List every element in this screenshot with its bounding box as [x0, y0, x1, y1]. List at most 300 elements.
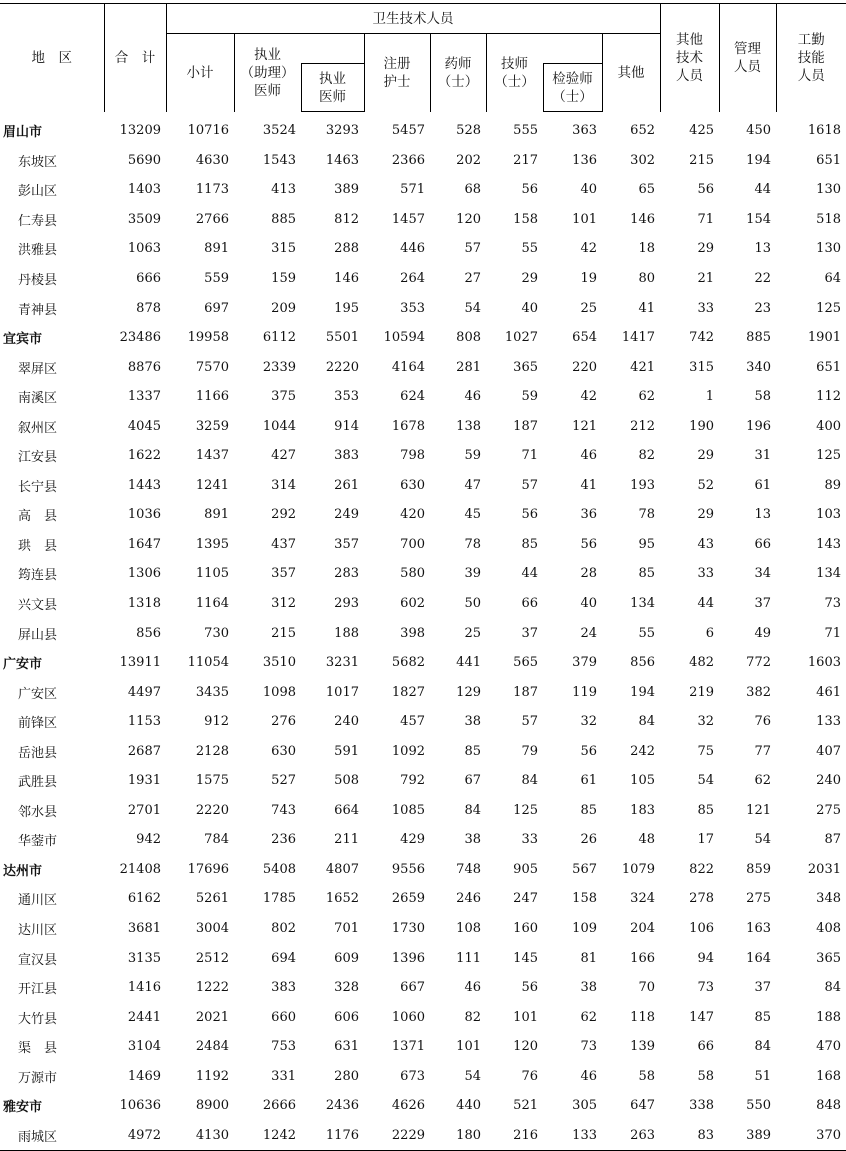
table-cell: 85 — [697, 802, 714, 818]
region-name: 雅安市 — [3, 1100, 43, 1116]
table-cell: 550 — [746, 1098, 771, 1114]
table-cell: 3509 — [127, 211, 161, 227]
table-cell: 421 — [630, 359, 655, 375]
table-cell: 1105 — [195, 566, 229, 582]
table-row — [0, 707, 846, 737]
table-row — [0, 914, 846, 944]
region-name: 渠 县 — [18, 1041, 58, 1057]
table-cell: 121 — [746, 802, 771, 818]
table-cell: 567 — [572, 861, 597, 877]
table-cell: 812 — [334, 211, 359, 227]
region-name: 前锋区 — [18, 716, 58, 732]
table-cell: 3231 — [325, 655, 359, 671]
table-cell: 602 — [400, 596, 425, 612]
table-cell: 78 — [638, 507, 655, 523]
table-cell: 73 — [824, 596, 841, 612]
table-cell: 1416 — [127, 980, 161, 996]
region-name: 江安县 — [18, 450, 58, 466]
table-cell: 61 — [580, 773, 597, 789]
table-cell: 1396 — [391, 950, 425, 966]
table-cell: 559 — [204, 271, 229, 286]
table-cell: 808 — [456, 330, 481, 346]
table-cell: 2512 — [195, 950, 229, 966]
table-cell: 44 — [697, 596, 714, 612]
table-cell: 315 — [271, 241, 296, 257]
table-cell: 138 — [456, 418, 481, 434]
table-cell: 357 — [334, 536, 359, 552]
table-row — [0, 559, 846, 589]
city-row — [0, 1091, 846, 1121]
table-cell: 46 — [464, 980, 481, 996]
table-cell: 8900 — [195, 1098, 229, 1114]
table-cell: 654 — [572, 330, 597, 346]
table-cell: 891 — [204, 507, 229, 523]
table-cell: 1176 — [301, 1121, 364, 1151]
table-cell: 630 — [400, 477, 425, 493]
city-row — [0, 323, 846, 353]
table-cell: 283 — [334, 566, 359, 582]
table-cell: 1931 — [127, 773, 161, 789]
table-cell: 7570 — [195, 359, 229, 375]
header-region: 地 区 — [0, 4, 104, 112]
table-row — [0, 766, 846, 796]
table-cell: 79 — [521, 743, 538, 759]
table-cell: 217 — [513, 152, 538, 168]
table-cell: 216 — [486, 1121, 543, 1151]
table-cell: 772 — [746, 655, 771, 671]
table-cell: 130 — [816, 241, 841, 257]
table-cell: 50 — [464, 596, 481, 612]
table-cell: 56 — [697, 182, 714, 198]
table-cell: 146 — [334, 271, 359, 286]
table-cell: 75 — [697, 743, 714, 759]
table-cell: 440 — [456, 1098, 481, 1114]
table-cell: 143 — [816, 536, 841, 552]
region-name: 仁寿县 — [18, 213, 58, 229]
table-cell: 8876 — [127, 359, 161, 375]
table-cell: 1785 — [262, 891, 296, 907]
region-name: 邻水县 — [18, 804, 58, 820]
table-cell: 19958 — [187, 330, 229, 346]
table-cell: 36 — [580, 507, 597, 523]
table-cell: 109 — [572, 921, 597, 937]
table-cell: 71 — [521, 448, 538, 464]
table-cell: 2021 — [195, 1009, 229, 1025]
table-cell: 194 — [630, 684, 655, 700]
region-name: 翠屏区 — [18, 361, 58, 377]
header-blank-2 — [543, 34, 602, 64]
table-cell: 606 — [334, 1009, 359, 1025]
table-cell: 29 — [697, 241, 714, 257]
table-cell: 264 — [400, 271, 425, 286]
table-cell: 878 — [136, 300, 161, 316]
table-cell: 94 — [697, 950, 714, 966]
table-cell: 413 — [271, 182, 296, 198]
table-cell: 905 — [513, 861, 538, 877]
table-cell: 103 — [816, 507, 841, 523]
table-cell: 885 — [271, 211, 296, 227]
table-cell: 1443 — [127, 477, 161, 493]
table-cell: 591 — [334, 743, 359, 759]
table-cell: 261 — [334, 477, 359, 493]
table-cell: 348 — [816, 891, 841, 907]
table-cell: 29 — [521, 271, 538, 286]
table-cell: 784 — [204, 832, 229, 848]
table-cell: 85 — [638, 566, 655, 582]
table-cell: 743 — [271, 802, 296, 818]
table-cell: 196 — [746, 418, 771, 434]
table-row — [0, 264, 846, 294]
table-cell: 82 — [464, 1009, 481, 1025]
table-cell: 441 — [456, 655, 481, 671]
table-cell: 1403 — [127, 182, 161, 198]
table-cell: 748 — [456, 861, 481, 877]
table-cell: 125 — [816, 300, 841, 316]
table-cell: 44 — [521, 566, 538, 582]
table-cell: 609 — [334, 950, 359, 966]
table-cell: 1092 — [391, 743, 425, 759]
region-name: 武胜县 — [18, 775, 58, 791]
table-cell: 166 — [630, 950, 655, 966]
region-name: 雨城区 — [0, 1121, 104, 1151]
table-cell: 263 — [602, 1121, 660, 1151]
table-cell: 1044 — [262, 418, 296, 434]
table-cell: 10716 — [187, 123, 229, 139]
table-cell: 856 — [136, 625, 161, 641]
table-row — [0, 411, 846, 441]
table-cell: 278 — [689, 891, 714, 907]
table-cell: 54 — [464, 300, 481, 316]
table-cell: 125 — [816, 448, 841, 464]
table-cell: 195 — [334, 300, 359, 316]
table-cell: 194 — [746, 152, 771, 168]
table-cell: 1085 — [391, 802, 425, 818]
table-cell: 288 — [334, 241, 359, 257]
table-cell: 353 — [400, 300, 425, 316]
table-cell: 57 — [521, 477, 538, 493]
table-cell: 105 — [630, 773, 655, 789]
region-name: 广安区 — [18, 686, 58, 702]
table-cell: 1622 — [127, 448, 161, 464]
table-cell: 508 — [334, 773, 359, 789]
table-cell: 5682 — [391, 655, 425, 671]
table-cell: 1618 — [807, 123, 841, 139]
table-cell: 125 — [513, 802, 538, 818]
table-cell: 848 — [816, 1098, 841, 1114]
table-cell: 25 — [580, 300, 597, 316]
table-cell: 792 — [400, 773, 425, 789]
table-cell: 5690 — [127, 152, 161, 168]
table-cell: 130 — [816, 182, 841, 198]
table-cell: 37 — [521, 625, 538, 641]
region-name: 丹棱县 — [18, 273, 58, 288]
table-cell: 624 — [400, 389, 425, 405]
table-row — [0, 530, 846, 560]
table-cell: 1060 — [391, 1009, 425, 1025]
table-cell: 37 — [754, 596, 771, 612]
table-cell: 33 — [521, 832, 538, 848]
table-row — [0, 943, 846, 973]
table-cell: 28 — [580, 566, 597, 582]
table-cell: 275 — [746, 891, 771, 907]
header-subtotal: 小计 — [166, 34, 234, 112]
table-cell: 52 — [697, 477, 714, 493]
table-cell: 57 — [464, 241, 481, 257]
table-cell: 4626 — [391, 1098, 425, 1114]
header-technician: 技师 （士） — [486, 34, 543, 112]
table-cell: 328 — [334, 980, 359, 996]
table-cell: 667 — [400, 980, 425, 996]
table-cell: 2031 — [807, 861, 841, 877]
table-cell: 420 — [400, 507, 425, 523]
table-cell: 5501 — [325, 330, 359, 346]
region-name: 达川区 — [18, 923, 58, 939]
table-cell: 697 — [204, 300, 229, 316]
table-row — [0, 352, 846, 382]
region-name: 长宁县 — [18, 479, 58, 495]
table-cell: 324 — [630, 891, 655, 907]
table-cell: 2220 — [195, 802, 229, 818]
region-name: 青神县 — [18, 302, 58, 318]
table-cell: 209 — [271, 300, 296, 316]
table-cell: 55 — [521, 241, 538, 257]
table-cell: 22 — [754, 271, 771, 286]
table-cell: 183 — [630, 802, 655, 818]
table-cell: 111 — [456, 950, 481, 966]
table-cell: 429 — [400, 832, 425, 848]
city-row — [0, 855, 846, 885]
table-cell: 180 — [430, 1121, 486, 1151]
region-name: 东坡区 — [18, 154, 58, 170]
table-cell: 66 — [697, 1039, 714, 1055]
table-cell: 43 — [697, 536, 714, 552]
table-cell: 312 — [271, 596, 296, 612]
table-cell: 26 — [580, 832, 597, 848]
table-cell: 37 — [754, 980, 771, 996]
table-cell: 76 — [521, 1068, 538, 1084]
table-cell: 461 — [816, 684, 841, 700]
table-cell: 139 — [630, 1039, 655, 1055]
table-cell: 41 — [580, 477, 597, 493]
table-cell: 942 — [136, 832, 161, 848]
table-cell: 398 — [400, 625, 425, 641]
table-cell: 9556 — [391, 861, 425, 877]
table-cell: 95 — [638, 536, 655, 552]
table-cell: 242 — [630, 743, 655, 759]
table-cell: 1652 — [325, 891, 359, 907]
table-cell: 518 — [816, 211, 841, 227]
region-name: 广安市 — [3, 657, 43, 673]
table-cell: 33 — [697, 566, 714, 582]
table-cell: 112 — [816, 389, 841, 405]
table-cell: 40 — [580, 182, 597, 198]
region-name: 大竹县 — [18, 1011, 58, 1027]
table-row — [0, 618, 846, 648]
table-cell: 1027 — [504, 330, 538, 346]
table-cell: 555 — [513, 123, 538, 139]
table-cell: 1242 — [234, 1121, 301, 1151]
table-cell: 651 — [816, 152, 841, 168]
table-cell: 1827 — [391, 684, 425, 700]
region-name: 开江县 — [18, 982, 58, 998]
table-cell: 61 — [754, 477, 771, 493]
table-cell: 188 — [816, 1009, 841, 1025]
table-cell: 62 — [580, 1009, 597, 1025]
header-lab-technician: 检验师 （士） — [543, 64, 602, 112]
table-cell: 389 — [719, 1121, 776, 1151]
table-cell: 5261 — [195, 891, 229, 907]
table-cell: 1463 — [325, 152, 359, 168]
table-cell: 147 — [689, 1009, 714, 1025]
table-cell: 76 — [754, 714, 771, 730]
header-practicing-physician: 执业 医师 — [301, 64, 364, 112]
table-cell: 85 — [580, 802, 597, 818]
table-cell: 187 — [513, 418, 538, 434]
table-body — [0, 112, 846, 1151]
region-name: 筠连县 — [18, 568, 58, 584]
table-cell: 281 — [456, 359, 481, 375]
header-other-tech: 其他 技术 人员 — [660, 4, 719, 112]
table-cell: 1337 — [127, 389, 161, 405]
table-cell: 293 — [334, 596, 359, 612]
table-cell: 13911 — [119, 655, 161, 671]
table-cell: 446 — [400, 241, 425, 257]
table-cell: 1371 — [391, 1039, 425, 1055]
table-cell: 133 — [543, 1121, 602, 1151]
table-cell: 56 — [580, 743, 597, 759]
table-cell: 236 — [271, 832, 296, 848]
table-cell: 1647 — [127, 536, 161, 552]
table-cell: 158 — [572, 891, 597, 907]
table-row — [0, 736, 846, 766]
table-cell: 101 — [456, 1039, 481, 1055]
region-name: 兴文县 — [18, 598, 58, 614]
table-cell: 4630 — [195, 152, 229, 168]
table-cell: 164 — [746, 950, 771, 966]
table-cell: 159 — [271, 271, 296, 286]
table-cell: 136 — [572, 152, 597, 168]
table-cell: 2366 — [391, 152, 425, 168]
table-cell: 160 — [513, 921, 538, 937]
table-cell: 292 — [271, 507, 296, 523]
table-cell: 62 — [638, 389, 655, 405]
table-cell: 58 — [754, 389, 771, 405]
table-cell: 647 — [630, 1098, 655, 1114]
table-row — [0, 796, 846, 826]
table-row — [0, 205, 846, 235]
table-cell: 630 — [271, 743, 296, 759]
table-cell: 87 — [824, 832, 841, 848]
table-cell: 204 — [630, 921, 655, 937]
table-cell: 427 — [271, 448, 296, 464]
table-cell: 247 — [513, 891, 538, 907]
table-cell: 56 — [580, 536, 597, 552]
table-cell: 1730 — [391, 921, 425, 937]
table-cell: 340 — [746, 359, 771, 375]
table-cell: 108 — [456, 921, 481, 937]
table-cell: 120 — [456, 211, 481, 227]
table-cell: 742 — [689, 330, 714, 346]
table-cell: 65 — [638, 182, 655, 198]
table-cell: 3293 — [325, 123, 359, 139]
table-cell: 353 — [334, 389, 359, 405]
table-cell: 46 — [464, 389, 481, 405]
table-row — [0, 1002, 846, 1032]
table-cell: 365 — [513, 359, 538, 375]
table-cell: 885 — [746, 330, 771, 346]
header-pharmacist: 药师 （士） — [430, 34, 486, 112]
table-cell: 3004 — [195, 921, 229, 937]
table-cell: 2687 — [127, 743, 161, 759]
table-cell: 17 — [697, 832, 714, 848]
table-cell: 1241 — [195, 477, 229, 493]
table-row — [0, 1121, 846, 1151]
table-cell: 1603 — [807, 655, 841, 671]
table-cell: 437 — [271, 536, 296, 552]
table-cell: 1437 — [195, 448, 229, 464]
table-cell: 190 — [689, 418, 714, 434]
table-cell: 2220 — [325, 359, 359, 375]
table-cell: 1166 — [195, 389, 229, 405]
table-cell: 1457 — [391, 211, 425, 227]
table-cell: 73 — [697, 980, 714, 996]
table-cell: 211 — [334, 832, 359, 848]
table-cell: 64 — [824, 271, 841, 286]
table-cell: 4045 — [127, 418, 161, 434]
table-cell: 120 — [513, 1039, 538, 1055]
table-cell: 565 — [513, 655, 538, 671]
table-cell: 4164 — [391, 359, 425, 375]
table-cell: 46 — [580, 1068, 597, 1084]
table-cell: 42 — [580, 389, 597, 405]
table-cell: 280 — [334, 1068, 359, 1084]
table-cell: 21 — [697, 271, 714, 286]
region-name: 眉山市 — [3, 125, 43, 141]
table-cell: 383 — [271, 980, 296, 996]
table-cell: 275 — [816, 802, 841, 818]
table-cell: 81 — [580, 950, 597, 966]
table-cell: 1063 — [127, 241, 161, 257]
table-cell: 1543 — [262, 152, 296, 168]
table-cell: 276 — [271, 714, 296, 730]
table-cell: 2666 — [262, 1098, 296, 1114]
region-name: 达州市 — [3, 863, 43, 879]
table-cell: 1 — [705, 389, 714, 405]
table-cell: 10594 — [383, 330, 425, 346]
table-cell: 859 — [746, 861, 771, 877]
table-cell: 375 — [271, 389, 296, 405]
table-cell: 891 — [204, 241, 229, 257]
table-cell: 2339 — [262, 359, 296, 375]
table-cell: 41 — [638, 300, 655, 316]
table-cell: 2766 — [195, 211, 229, 227]
table-cell: 56 — [521, 980, 538, 996]
table-cell: 187 — [513, 684, 538, 700]
table-cell: 32 — [697, 714, 714, 730]
table-cell: 44 — [754, 182, 771, 198]
city-row — [0, 112, 846, 146]
table-cell: 89 — [824, 477, 841, 493]
table-cell: 798 — [400, 448, 425, 464]
table-cell: 3681 — [127, 921, 161, 937]
table-cell: 363 — [572, 123, 597, 139]
table-cell: 1306 — [127, 566, 161, 582]
header-practicing-doctor: 执业 （助理） 医师 — [234, 34, 301, 112]
table-cell: 38 — [464, 832, 481, 848]
table-row — [0, 884, 846, 914]
table-cell: 85 — [754, 1009, 771, 1025]
table-cell: 482 — [689, 655, 714, 671]
